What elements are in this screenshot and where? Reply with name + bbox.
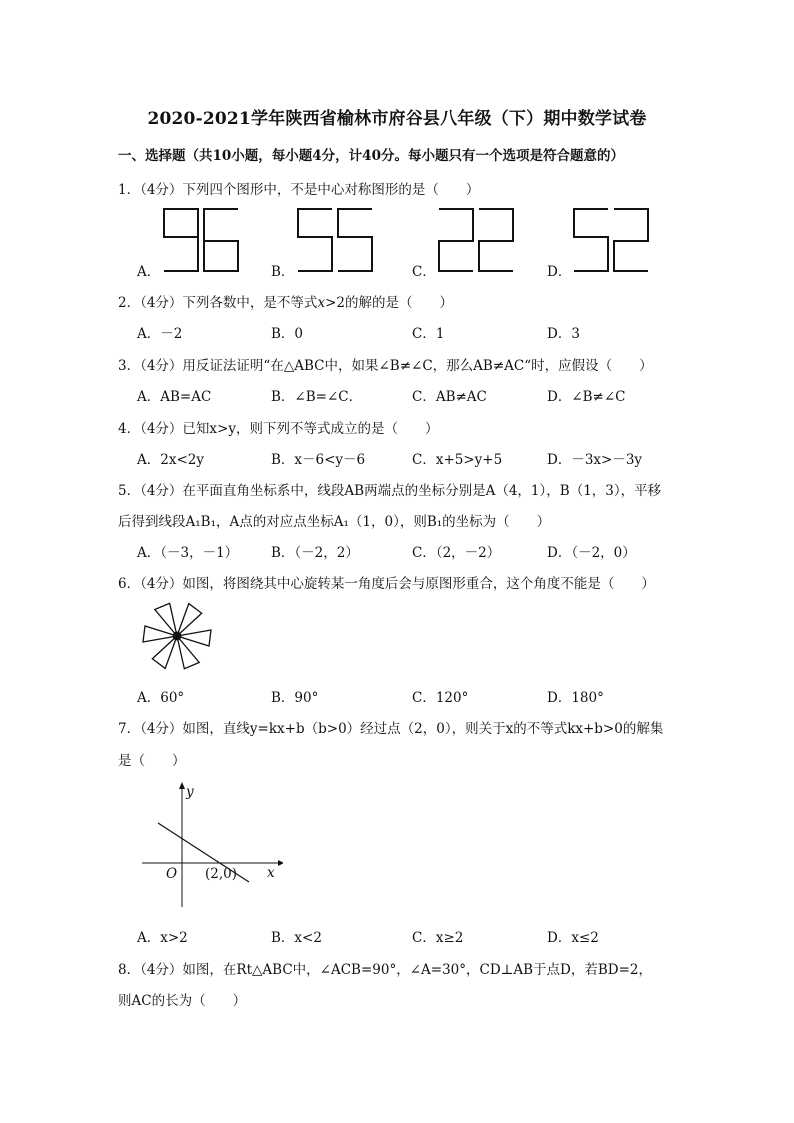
question-8-stem-line1: 8．（4分）如图，在Rt△ABC中，∠ACB=90°，∠A=30°，CD⊥AB于点D，若BD=2， (118, 962, 652, 978)
q2-stem-post: >2的解的是（ ） (325, 295, 453, 311)
q7-graph-x-label: x (267, 865, 275, 881)
q4-option-c: C．x+5>y+5 (412, 452, 503, 468)
q1-figure-d-52 (572, 207, 652, 273)
section-heading: 一、选择题（共10小题，每小题4分，计40分。每小题只有一个选项是符合题意的） (118, 148, 624, 164)
q7-graph-point-label: (2,0) (205, 866, 238, 882)
q1-figure-c-22 (437, 207, 517, 273)
q1-figure-b-55 (296, 207, 376, 273)
q7-option-a: A．x>2 (137, 930, 188, 946)
q7-option-d: D．x≤2 (547, 930, 599, 946)
q7-graph-y-label: y (186, 784, 194, 800)
question-6-stem: 6．（4分）如图，将图绕其中心旋转某一角度后会与原图形重合，这个角度不能是（ ） (118, 576, 655, 592)
question-3-stem: 3．（4分）用反证法证明“在△ABC中，如果∠B≠∠C，那么AB≠AC“时，应假设（ ） (118, 358, 653, 374)
q7-option-b: B．x<2 (271, 930, 322, 946)
question-5-stem-line1: 5．（4分）在平面直角坐标系中，线段AB两端点的坐标分别是A（4，1），B（1，3），平移 (118, 483, 662, 499)
q1-option-a: A． (137, 264, 161, 280)
question-7-stem-line2: 是（ ） (118, 753, 186, 769)
question-4-stem: 4．（4分）已知x>y，则下列不等式成立的是（ ） (118, 421, 439, 437)
q1-option-d: D． (547, 264, 572, 280)
q7-line-graph (138, 782, 283, 912)
q3-option-c: C．AB≠AC (412, 389, 487, 405)
q2-option-a: A．－2 (137, 326, 183, 342)
q4-option-a: A．2x<2y (137, 452, 204, 468)
q5-option-b: B．（－2，2） (271, 545, 359, 561)
exam-title: 2020-2021学年陕西省榆林市府谷县八年级（下）期中数学试卷 (147, 109, 647, 129)
q2-option-b: B．0 (271, 326, 304, 342)
q3-option-d: D．∠B≠∠C (547, 389, 626, 405)
q2-option-c: C．1 (412, 326, 445, 342)
q6-option-c: C．120° (412, 690, 469, 706)
q4-option-d: D．－3x>－3y (547, 452, 643, 468)
q6-option-a: A．60° (137, 690, 185, 706)
question-2-stem (118, 291, 453, 311)
question-5-stem-line2: 后得到线段A₁B₁，A点的对应点坐标A₁（1，0），则B₁的坐标为（ ） (118, 514, 551, 530)
q6-pinwheel-figure (136, 597, 218, 675)
q2-stem-pre: 2．（4分）下列各数中，是不等式 (118, 295, 318, 311)
q1-figure-a-96 (162, 207, 242, 273)
q6-option-b: B．90° (271, 690, 319, 706)
q3-option-a: A．AB=AC (137, 389, 212, 405)
q2-option-d: D．3 (547, 326, 580, 342)
question-8-stem-line2: 则AC的长为（ ） (118, 993, 247, 1009)
q3-option-b: B．∠B=∠C． (271, 389, 363, 405)
question-1-stem: 1．（4分）下列四个图形中，不是中心对称图形的是（ ） (118, 182, 480, 198)
q5-option-c: C．（2，－2） (412, 545, 501, 561)
question-7-stem-line1: 7．（4分）如图，直线y=kx+b（b>0）经过点（2，0），则关于x的不等式kx+b>0的解集 (118, 721, 664, 737)
q5-option-d: D．（－2，0） (547, 545, 636, 561)
q2-stem-var: x (317, 295, 326, 311)
q7-option-c: C．x≥2 (412, 930, 464, 946)
q4-option-b: B．x－6<y－6 (271, 452, 366, 468)
q6-option-d: D．180° (547, 690, 604, 706)
q1-option-b: B． (271, 264, 295, 280)
q7-graph-origin-label: O (166, 866, 178, 882)
q5-option-a: A．（－3，－1） (137, 545, 239, 561)
q1-option-c: C． (412, 264, 436, 280)
